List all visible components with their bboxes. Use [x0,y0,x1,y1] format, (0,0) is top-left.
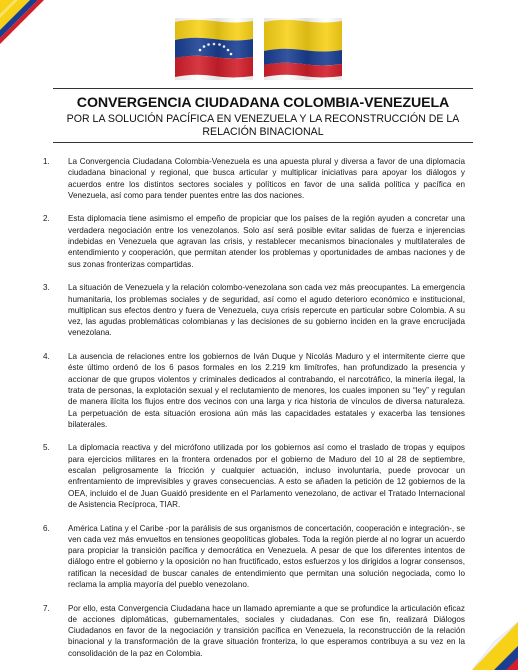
document-title: CONVERGENCIA CIUDADANA COLOMBIA-VENEZUELA [76,95,450,111]
item-text: La Convergencia Ciudadana Colombia-Venezuela es una apuesta plural y diversa a favor de una diplomacia ciudadana binacional y regional, que busca articular y multiplicar iniciativas para apoyar los diálogos y acuerdos entre los distintos sectores sociales y políticos en favor de una salida política y pacífica en Venezuela, así como para tender puentes entre las dos naciones. [68,157,465,200]
points-list [43,156,465,671]
item-text: Esta diplomacia tiene asimismo el empeño de propiciar que los países de la región ayuden a concretar una verdadera negociación entre los venezolanos. Solo así será posible evitar salidas de fuerza e injerencias indebidas en Venezuela que agravan las crisis, y restablecer mecanismos binacionales y multilaterales de entendimiento y cooperación, que permitan atender los problemas y oportunidades de ambas naciones y de sus zonas fronterizas compartidas. [68,214,465,269]
venezuela-flag-icon [173,18,255,80]
item-number: 6. [43,523,50,533]
list-item [43,442,465,510]
item-number: 3. [43,283,50,293]
list-item [43,351,465,430]
item-number: 1. [43,157,50,166]
list-item [43,603,465,659]
corner-page-curl-icon [464,612,518,670]
document-header [53,88,473,143]
list-item [43,523,465,591]
item-text: Por ello, esta Convergencia Ciudadana hace un llamado apremiante a que se profundice la articulación eficaz de acciones diplomáticas, gubernamentales, sociales y ciudadanas. Con ese fin, realizará Diálogos Ciudadanos en favor de la negociación y transición pacífica en Venezuela, la reconstrucción de la relación binacional y la transformación de la grave situación fronteriza, lo que esperamos contribuya a su vez en la consolidación de la paz en Colombia. [68,603,465,658]
list-item [43,156,465,201]
item-number: 5. [43,443,50,453]
item-number: 7. [43,603,50,613]
colombia-flag-icon [262,18,344,80]
item-text: La diplomacia reactiva y del micrófono utilizada por los gobiernos así como el traslado de tropas y equipos para ejercicios militares en la frontera ordenados por el gobierno de Maduro del 10 al 28 de septiembre, escalan peligrosamente la fricción y cualquier actuación, incluso involuntaria, puede provocar un enfrentamiento de imprevisibles y graves consecuencias. A esto se añaden la petición de 12 gobiernos de la OEA, incluido el de Juan Guaidó presidente en el Parlamento venezolano, de activar el Tratado Internacional de Asistencia Recíproca, TIAR. [68,443,465,509]
item-number: 4. [43,352,50,362]
item-text: América Latina y el Caribe -por la parálisis de sus organismos de concertación, cooperación e integración-, se ven cada vez más envueltos en tensiones geopolíticas globales. Toda la región pierde al no lograr un acuerdo para propiciar la transición pacífica y democrática en Venezuela. A pesar de que los diferentes intentos de diálogo entre el gobierno y la oposición no han fructificado, estos esfuerzos y los dirigidos a lograr consensos, ratifican la necesidad de buscar canales de entendimiento que permitan una solución negociada, como lo reclama la amplia mayoría del pueblo venezolano. [68,523,465,589]
flags-row [0,18,518,82]
item-number: 2. [43,214,50,224]
list-item [43,282,465,338]
item-text: La ausencia de relaciones entre los gobiernos de Iván Duque y Nicolás Maduro y el intermitente cierre que éste último ordenó de los 6 pasos formales en los 2.219 km limítrofes, han profundizado la presencia y accionar de que grupos violentos y criminales dedicados al contrabando, el narcotráfico, la minería ilegal, la trata de personas, la explotación sexual y el reclutamiento de menores, los cuales imponen su “ley” y regulan de manera ilícita los flujos entre dos vecinos con una larga y rica historia de vínculos de diversa naturaleza. La perpetuación de esta situación erosiona aún más las capacidades estatales y exacerba las tensiones bilaterales. [68,352,465,429]
list-item [43,213,465,269]
document-subtitle: POR LA SOLUCIÓN PACÍFICA EN VENEZUELA Y LA RECONSTRUCCIÓN DE LA RELACIÓN BINACIONAL [66,113,460,138]
item-text: La situación de Venezuela y la relación colombo-venezolana son cada vez más preocupantes. La emergencia humanitaria, los problemas sociales y de seguridad, así como el agudo deterioro económico e institucional, multiplican sus efectos dentro y fuera de Venezuela, cuya crisis repercute en particular sobre Colombia. A su vez, las agudas problemáticas colombianas y las decisiones de su gobierno inciden en la grave encrucijada venezolana. [68,283,465,338]
